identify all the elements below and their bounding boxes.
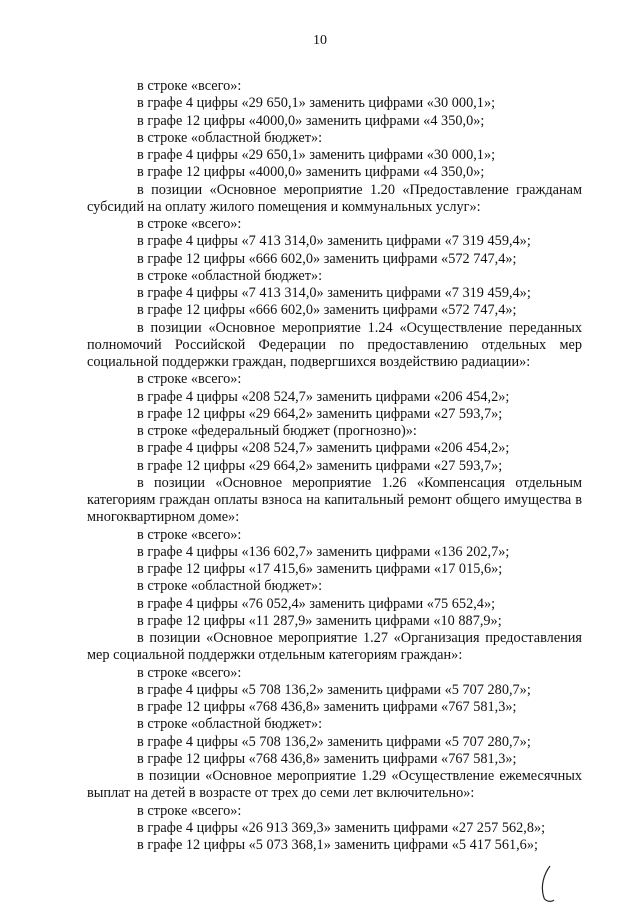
text-line: в графе 4 цифры «208 524,7» заменить цифрами «206 454,2»;	[137, 440, 510, 457]
text-line: в графе 12 цифры «768 436,8» заменить цифрами «767 581,3»;	[137, 699, 517, 715]
text-line: в строке «федеральный бюджет (прогнозно)»:	[137, 423, 417, 439]
text-line: в строке «областной бюджет»:	[137, 129, 323, 146]
text-line: в графе 4 цифры «7 413 314,0» заменить цифрами «7 319 459,4»;	[137, 285, 531, 301]
text-line: в строке «областной бюджет»:	[137, 267, 323, 284]
text-line: в графе 12 цифры «5 073 368,1» заменить цифрами «5 417 561,6»;	[137, 837, 538, 853]
text-line: в графе 12 цифры «29 664,2» заменить цифрами «27 593,7»;	[137, 405, 503, 422]
paragraph-item-1-20: в позиции «Основное мероприятие 1.20 «Предоставление гражданам субсидий на оплату жилого помещения и коммунальных услуг»:	[87, 181, 582, 215]
text-line: в строке «всего»:	[137, 216, 242, 232]
paragraph-item-1-27: в позиции «Основное мероприятие 1.27 «Организация предоставления мер социальной поддержки отдельным категориям граждан»:	[87, 630, 582, 664]
text-line: в графе 12 цифры «666 602,0» заменить цифрами «572 747,4»;	[137, 302, 517, 319]
text-line: в графе 4 цифры «29 650,1» заменить цифрами «30 000,1»;	[137, 95, 496, 112]
text-line: в графе 4 цифры «5 708 136,2» заменить цифрами «5 707 280,7»;	[137, 681, 531, 698]
paragraph-item-1-29: в позиции «Основное мероприятие 1.29 «Осуществление ежемесячных выплат на детей в возрасте от трех до семи лет включительно»:	[87, 768, 582, 802]
text-line: в графе 12 цифры «17 415,6» заменить цифрами «17 015,6»;	[137, 561, 503, 577]
text-line: в строке «всего»:	[137, 371, 242, 388]
text-line: в графе 12 цифры «11 287,9» заменить цифрами «10 887,9»;	[137, 612, 502, 629]
text-line: в строке «всего»:	[137, 664, 242, 681]
page-number: 10	[313, 33, 327, 48]
text-line: в графе 4 цифры «208 524,7» заменить цифрами «206 454,2»;	[137, 388, 510, 405]
paragraph-item-1-24: в позиции «Основное мероприятие 1.24 «Осуществление переданных полномочий Российской Федерации по предоставлению отдельных мер социальной поддержки граждан, подвергшихся воздействию радиации»:	[87, 319, 582, 370]
text-line: в графе 4 цифры «76 052,4» заменить цифрами «75 652,4»;	[137, 595, 496, 612]
text-line: в строке «всего»:	[137, 78, 242, 94]
text-line: в строке «всего»:	[137, 802, 242, 819]
text-line: в графе 4 цифры «5 708 136,2» заменить цифрами «5 707 280,7»;	[137, 733, 531, 750]
text-line: в графе 4 цифры «136 602,7» заменить цифрами «136 202,7»;	[137, 543, 510, 560]
text-line: в строке «областной бюджет»:	[137, 716, 323, 733]
text-line: в графе 12 цифры «4000,0» заменить цифрами «4 350,0»;	[137, 164, 485, 181]
text-line: в строке «всего»:	[137, 526, 242, 543]
text-line: в графе 12 цифры «29 664,2» заменить цифрами «27 593,7»;	[137, 457, 503, 474]
handwritten-mark	[536, 864, 560, 904]
document-body	[87, 78, 582, 854]
text-line: в строке «областной бюджет»:	[137, 578, 323, 595]
text-line: в графе 4 цифры «29 650,1» заменить цифрами «30 000,1»;	[137, 147, 496, 163]
text-line: в графе 4 цифры «26 913 369,3» заменить цифрами «27 257 562,8»;	[137, 819, 546, 836]
text-line: в графе 12 цифры «768 436,8» заменить цифрами «767 581,3»;	[137, 750, 517, 767]
text-line: в графе 12 цифры «4000,0» заменить цифрами «4 350,0»;	[137, 112, 485, 129]
text-line: в графе 4 цифры «7 413 314,0» заменить цифрами «7 319 459,4»;	[137, 233, 531, 250]
paragraph-item-1-26: в позиции «Основное мероприятие 1.26 «Компенсация отдельным категориям граждан оплаты взноса на капитальный ремонт общего имущества в многоквартирном доме»:	[87, 474, 582, 526]
text-line: в графе 12 цифры «666 602,0» заменить цифрами «572 747,4»;	[137, 250, 517, 267]
